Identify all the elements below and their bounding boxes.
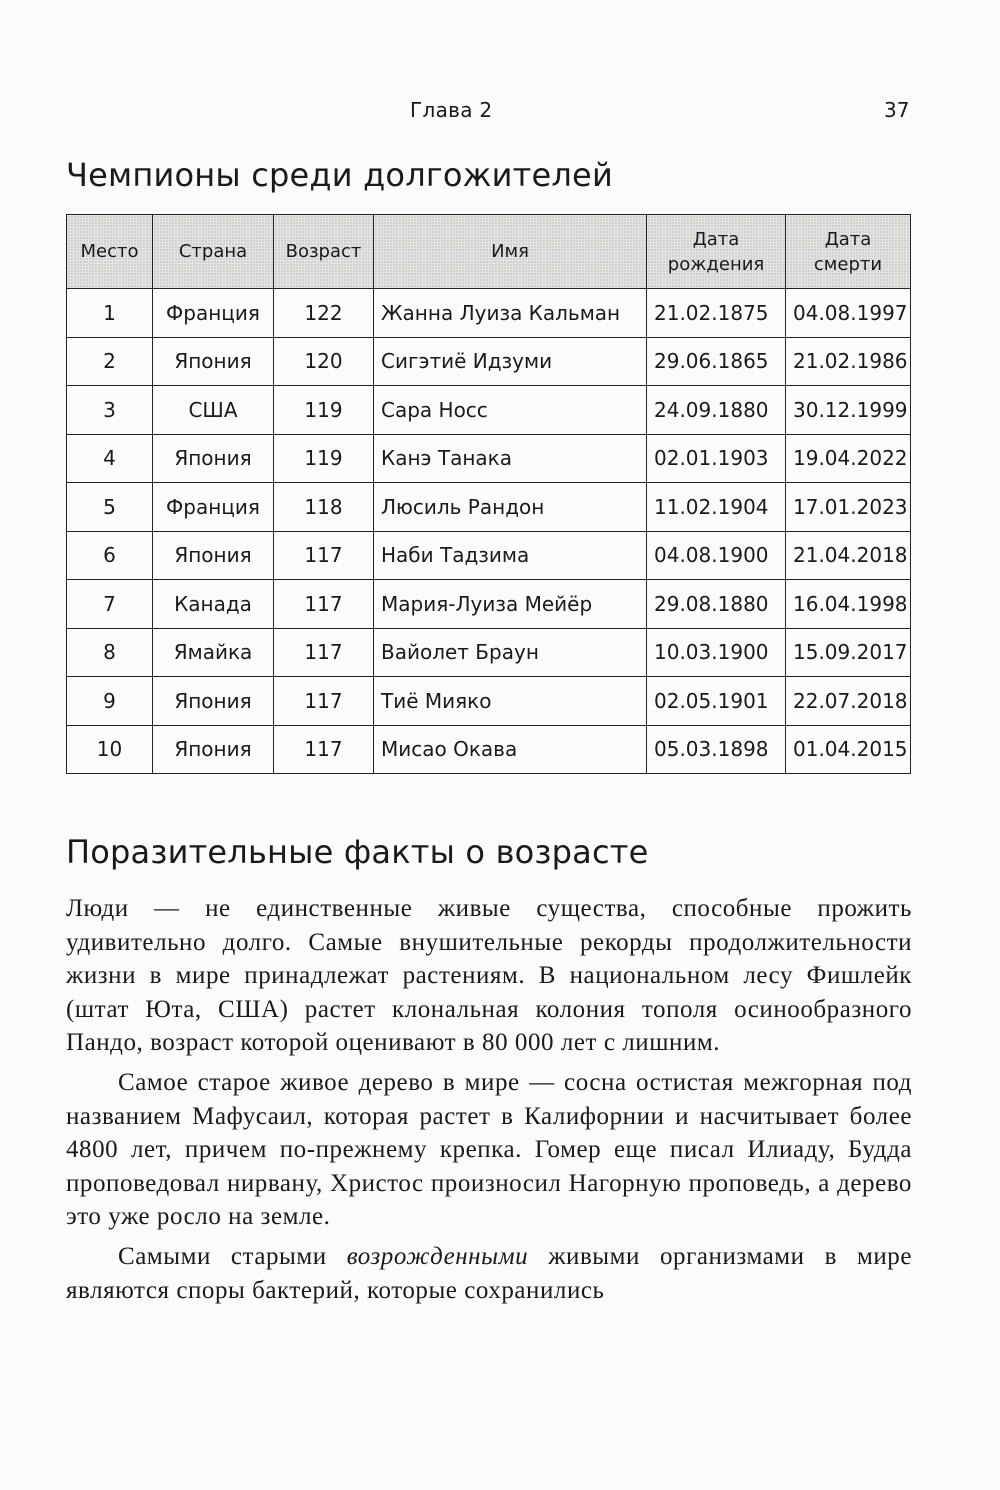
column-header [274,215,374,289]
column-header-line1: Возраст [285,241,362,262]
age-cell: 118 [274,483,374,532]
death-date-cell: 04.08.1997 [786,289,911,338]
name-cell: Жанна Луиза Кальман [374,289,647,338]
death-date-cell: 22.07.2018 [786,677,911,726]
facts-body [66,892,912,1307]
name-cell: Наби Тадзима [374,531,647,580]
country-cell: Канада [153,580,274,629]
name-cell: Сара Носс [374,386,647,435]
column-header-line2: рождения [667,253,765,275]
paragraph-1: Люди — не единственные живые существа, способные прожить удивительно долго. Самые внушительные рекорды продолжительности жизни в мире принадлежат растениям. В национальном лесу Фишлейк (штат Юта, США) растет клональная колония тополя осинообразного Пандо, возраст которой оценивают в 80 000 лет с лишним. [66,895,912,1057]
rank-cell: 7 [67,580,153,629]
birth-date-cell: 24.09.1880 [647,386,786,435]
death-date-cell: 21.04.2018 [786,531,911,580]
table-row [67,337,911,386]
rank-cell: 10 [67,725,153,774]
rank-cell: 8 [67,628,153,677]
country-cell: Япония [153,531,274,580]
death-date-cell: 17.01.2023 [786,483,911,532]
column-header [647,215,786,289]
country-cell: Франция [153,289,274,338]
page-number: 37 [884,98,910,122]
paragraph-2: Самое старое живое дерево в мире — сосна остистая межгорная под названием Мафусаил, которая растет в Калифорнии и насчитывает более 4800 лет, причем по-прежнему крепка. Гомер еще писал Илиаду, Будда проповедовал нирвану, Христос произносил Нагорную проповедь, а дерево это уже росло на земле. [66,1068,912,1231]
age-cell: 120 [274,337,374,386]
name-cell: Сигэтиё Идзуми [374,337,647,386]
death-date-cell: 01.04.2015 [786,725,911,774]
paragraph-3 [66,1240,912,1307]
table-row [67,725,911,774]
death-date-cell: 16.04.1998 [786,580,911,629]
country-cell: США [153,386,274,435]
birth-date-cell: 29.08.1880 [647,580,786,629]
rank-cell: 2 [67,337,153,386]
birth-date-cell: 04.08.1900 [647,531,786,580]
running-header [0,98,1000,128]
country-cell: Япония [153,337,274,386]
birth-date-cell: 11.02.1904 [647,483,786,532]
table-header-row [67,215,911,289]
death-date-cell: 30.12.1999 [786,386,911,435]
table-row [67,531,911,580]
column-header [67,215,153,289]
birth-date-cell: 10.03.1900 [647,628,786,677]
death-date-cell: 19.04.2022 [786,434,911,483]
country-cell: Япония [153,725,274,774]
age-cell: 117 [274,580,374,629]
rank-cell: 4 [67,434,153,483]
table-row [67,580,911,629]
country-cell: Ямайка [153,628,274,677]
age-cell: 119 [274,386,374,435]
name-cell: Люсиль Рандон [374,483,647,532]
age-cell: 117 [274,725,374,774]
name-cell: Тиё Мияко [374,677,647,726]
death-date-cell: 21.02.1986 [786,337,911,386]
column-header-line1: Имя [491,241,529,262]
table-row [67,434,911,483]
birth-date-cell: 02.05.1901 [647,677,786,726]
table-row [67,628,911,677]
table-section-title: Чемпионы среди долгожителей [66,156,613,194]
birth-date-cell: 21.02.1875 [647,289,786,338]
table-body [67,289,911,774]
country-cell: Япония [153,434,274,483]
column-header-line1: Дата [692,228,740,250]
rank-cell: 6 [67,531,153,580]
table-row [67,483,911,532]
table-row [67,677,911,726]
age-cell: 117 [274,628,374,677]
country-cell: Франция [153,483,274,532]
paragraph-3-start: Самыми старыми [118,1242,347,1270]
name-cell: Канэ Танака [374,434,647,483]
column-header [374,215,647,289]
rank-cell: 9 [67,677,153,726]
country-cell: Япония [153,677,274,726]
column-header-line2: смерти [813,253,883,275]
rank-cell: 1 [67,289,153,338]
name-cell: Вайолет Браун [374,628,647,677]
paragraph-3-emphasis: возрожденными [346,1242,529,1270]
rank-cell: 5 [67,483,153,532]
age-cell: 119 [274,434,374,483]
table-row [67,289,911,338]
birth-date-cell: 29.06.1865 [647,337,786,386]
longevity-records-table [66,214,911,774]
chapter-label: Глава 2 [410,98,493,122]
name-cell: Мария-Луиза Мейёр [374,580,647,629]
column-header [153,215,274,289]
birth-date-cell: 02.01.1903 [647,434,786,483]
table-row [67,386,911,435]
death-date-cell: 15.09.2017 [786,628,911,677]
column-header-line1: Место [80,241,139,262]
name-cell: Мисао Окава [374,725,647,774]
paragraph-3-end: живыми организмами в мире являются споры бактерий, которые сохранились [66,1242,912,1304]
column-header-line1: Дата [824,228,872,250]
column-header-line1: Страна [178,241,248,262]
age-cell: 117 [274,677,374,726]
rank-cell: 3 [67,386,153,435]
age-cell: 122 [274,289,374,338]
age-cell: 117 [274,531,374,580]
birth-date-cell: 05.03.1898 [647,725,786,774]
facts-section-title: Поразительные факты о возрасте [66,833,649,871]
column-header [786,215,911,289]
